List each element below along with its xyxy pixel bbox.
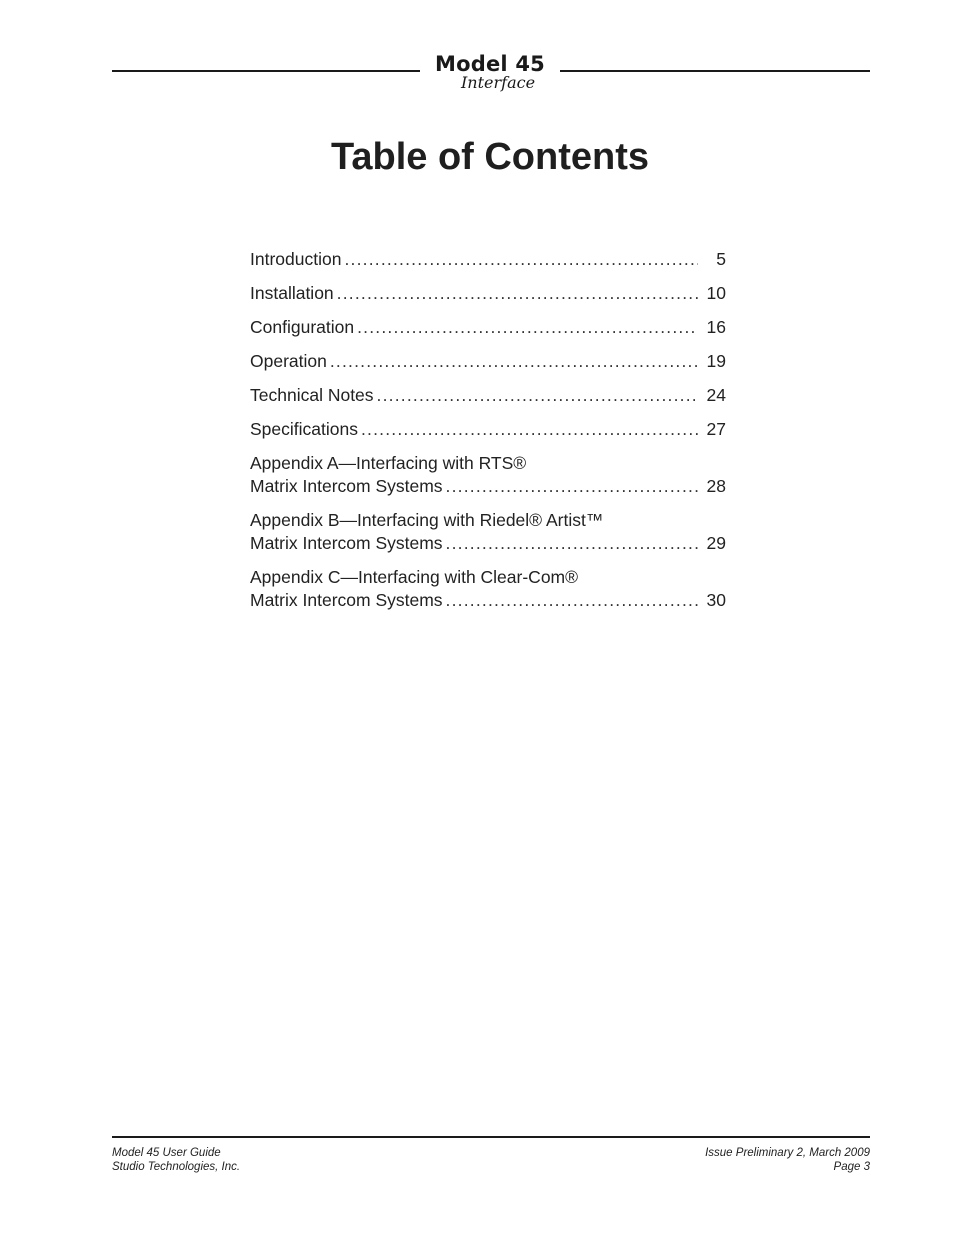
toc-entry[interactable] — [250, 350, 726, 373]
footer-rule — [112, 1136, 870, 1138]
toc-line — [250, 452, 726, 475]
toc-dot-leader — [446, 532, 698, 555]
toc-label: Technical Notes — [250, 385, 374, 405]
toc-line — [250, 384, 726, 407]
toc-page-number: 28 — [706, 476, 726, 496]
toc-dot-leader — [357, 316, 698, 339]
toc-line — [250, 589, 726, 612]
toc-label: Specifications — [250, 419, 358, 439]
toc-dot-leader — [337, 282, 698, 305]
toc-line — [250, 282, 726, 305]
toc-dot-leader — [446, 589, 698, 612]
toc-label: Matrix Intercom Systems — [250, 476, 443, 496]
footer-guide-title: Model 45 User Guide — [112, 1147, 221, 1159]
header-rule-left — [112, 70, 420, 72]
logo-title: Model 45 — [435, 52, 545, 76]
toc-line — [250, 248, 726, 271]
toc-dot-leader — [377, 384, 698, 407]
toc-entry[interactable] — [250, 452, 726, 498]
toc-line — [250, 532, 726, 555]
toc-label: Appendix C—Interfacing with Clear-Com® — [250, 567, 579, 587]
toc-label: Matrix Intercom Systems — [250, 533, 443, 553]
toc-label: Appendix A—Interfacing with RTS® — [250, 453, 527, 473]
footer-page-number: Page 3 — [833, 1161, 870, 1173]
toc-entry[interactable] — [250, 282, 726, 305]
toc-page-number: 19 — [706, 351, 726, 371]
toc-dot-leader — [344, 248, 698, 271]
footer-issue: Issue Preliminary 2, March 2009 — [705, 1147, 870, 1159]
toc-label: Matrix Intercom Systems — [250, 590, 443, 610]
toc-page-number: 30 — [706, 590, 726, 610]
toc-line — [250, 566, 726, 589]
toc-line — [250, 509, 726, 532]
table-of-contents — [250, 248, 726, 623]
toc-page-number: 16 — [706, 317, 726, 337]
toc-page-number: 27 — [706, 419, 726, 439]
toc-page-number: 5 — [716, 249, 726, 269]
footer-right — [705, 1146, 870, 1174]
toc-label: Operation — [250, 351, 327, 371]
toc-line — [250, 316, 726, 339]
toc-dot-leader — [446, 475, 698, 498]
toc-page-number: 10 — [706, 283, 726, 303]
toc-label: Introduction — [250, 249, 342, 269]
toc-label: Configuration — [250, 317, 355, 337]
toc-entry[interactable] — [250, 566, 726, 612]
toc-label: Appendix B—Interfacing with Riedel® Artist™ — [250, 510, 604, 530]
toc-line — [250, 475, 726, 498]
model-45-logo — [420, 52, 560, 90]
toc-dot-leader — [361, 418, 698, 441]
logo-subtitle: Interface — [460, 73, 536, 92]
toc-entry[interactable] — [250, 418, 726, 441]
footer-left — [112, 1146, 240, 1174]
toc-dot-leader — [330, 350, 698, 373]
toc-line — [250, 350, 726, 373]
footer-company: Studio Technologies, Inc. — [112, 1161, 241, 1173]
toc-label: Installation — [250, 283, 334, 303]
toc-page-number: 24 — [706, 385, 726, 405]
toc-page-number: 29 — [706, 533, 726, 553]
page-title: Table of Contents — [330, 136, 650, 178]
header-rule-right — [560, 70, 870, 72]
toc-entry[interactable] — [250, 384, 726, 407]
toc-line — [250, 418, 726, 441]
toc-entry[interactable] — [250, 509, 726, 555]
toc-entry[interactable] — [250, 316, 726, 339]
toc-entry[interactable] — [250, 248, 726, 271]
